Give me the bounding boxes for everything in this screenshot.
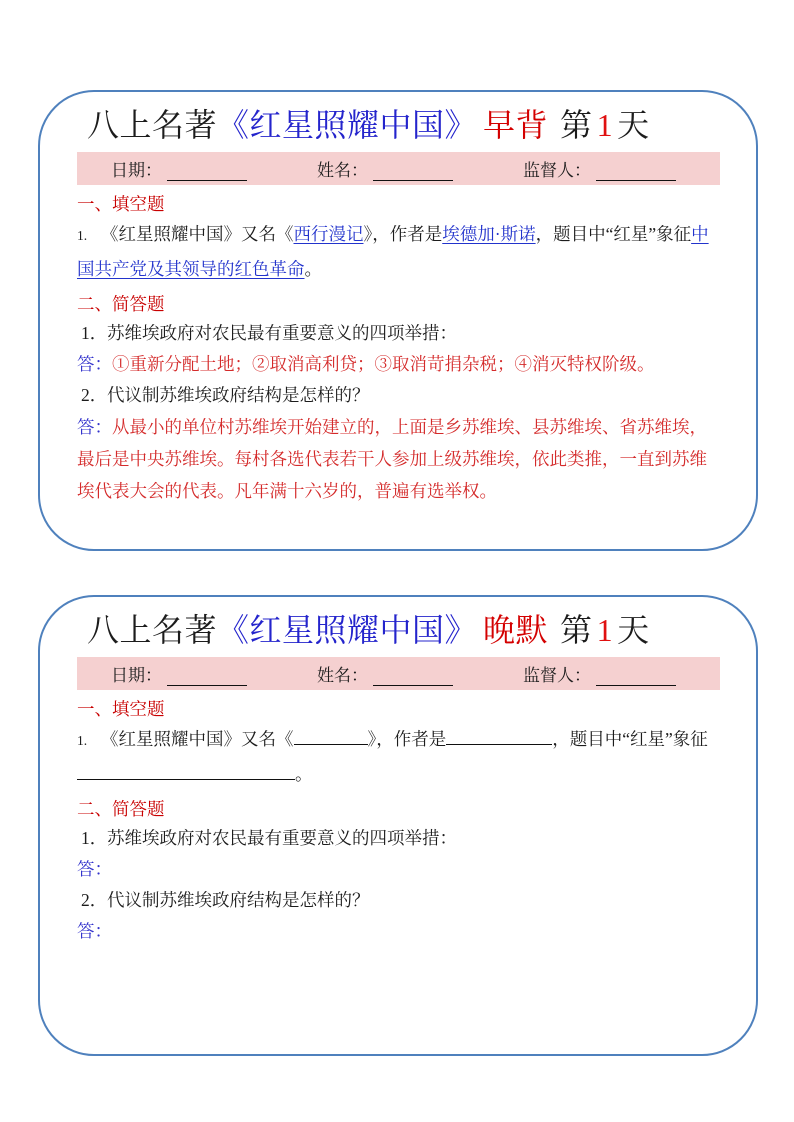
fill-question-1 (77, 723, 720, 790)
title-prefix: 八上名著 (87, 612, 218, 648)
fill-question-1 (77, 218, 720, 285)
date-label: 日期： (111, 666, 162, 685)
title-book-name: 《红星照耀中国》 (217, 107, 478, 143)
question-number: 1. (77, 733, 88, 748)
title-day-prefix: 第 (560, 107, 593, 143)
title-day-number: 1 (596, 612, 614, 648)
section-fill-in-blanks: 一、填空题 (77, 699, 165, 719)
question-number: 1． (81, 323, 108, 343)
date-field (111, 661, 247, 686)
blank-line-author (446, 730, 552, 745)
supervisor-label: 监督人： (523, 666, 591, 685)
question-text: 》，作者是 (367, 729, 447, 749)
supervisor-field (523, 661, 676, 686)
title-day-prefix: 第 (560, 612, 593, 648)
blank-line-book (294, 730, 368, 745)
answer-label: 答： (77, 921, 112, 941)
title-session: 晚默 (483, 612, 549, 648)
answer-fill-symbol: 中国共产党及其领导的红色革命 (77, 224, 709, 279)
title-prefix: 八上名著 (87, 107, 218, 143)
answer-label: 答： (77, 859, 112, 879)
question-number: 1． (81, 828, 108, 848)
question-text: 象征 (672, 729, 708, 749)
question-text: 代议制苏维埃政府结构是怎样的？ (107, 385, 370, 405)
date-label: 日期： (111, 161, 162, 180)
date-field (111, 156, 247, 181)
title-book-name: 《红星照耀中国》 (217, 612, 478, 648)
short-question-1 (77, 318, 720, 349)
title-day-number: 1 (596, 107, 614, 143)
answer-fill-author: 埃德加·斯诺 (442, 224, 536, 244)
question-text: 苏维埃政府对农民最有重要意义的四项举措： (107, 828, 457, 848)
supervisor-blank-line (596, 166, 676, 181)
short-answer-2 (77, 411, 720, 507)
question-text: 。 (304, 258, 322, 279)
short-answer-1 (77, 349, 720, 380)
question-number: 2． (81, 385, 108, 405)
supervisor-label: 监督人： (523, 161, 591, 180)
section-fill-in-blanks: 一、填空题 (77, 194, 165, 214)
title-session: 早背 (483, 107, 549, 143)
question-text: 》，作者是 (363, 224, 443, 244)
blank-line-symbol (77, 765, 295, 780)
worksheet-card-morning (38, 90, 758, 551)
worksheet-title (87, 609, 720, 651)
name-field (317, 156, 453, 181)
short-question-1 (77, 823, 720, 854)
name-field (317, 661, 453, 686)
info-band (77, 152, 720, 185)
question-text: ，题目中“红星” (535, 224, 657, 244)
answer-fill-book: 西行漫记 (293, 224, 364, 244)
name-blank-line (373, 166, 453, 181)
worksheet-title (87, 104, 720, 146)
supervisor-field (523, 156, 676, 181)
section-short-answer: 二、简答题 (77, 294, 165, 314)
question-text: 象征 (656, 224, 692, 244)
name-blank-line (373, 671, 453, 686)
name-label: 姓名： (317, 161, 368, 180)
title-day-suffix: 天 (617, 107, 650, 143)
name-label: 姓名： (317, 666, 368, 685)
question-text: 《红星照耀中国》又名《 (101, 224, 294, 244)
question-text: 代议制苏维埃政府结构是怎样的？ (107, 890, 370, 910)
answer-text: ①重新分配土地；②取消高利贷；③取消苛捐杂税；④消灭特权阶级。 (112, 354, 655, 374)
question-text: 苏维埃政府对农民最有重要意义的四项举措： (107, 323, 457, 343)
question-text: ，题目中“红星” (552, 729, 673, 749)
short-answer-1 (77, 854, 720, 885)
question-number: 1. (77, 228, 88, 243)
short-question-2 (77, 885, 720, 916)
title-day-suffix: 天 (617, 612, 650, 648)
info-band (77, 657, 720, 690)
question-number: 2． (81, 890, 108, 910)
question-text: 。 (295, 763, 313, 784)
section-short-answer: 二、简答题 (77, 799, 165, 819)
question-text: 《红星照耀中国》又名《 (101, 729, 294, 749)
answer-label: 答： (77, 354, 112, 374)
answer-text: 从最小的单位村苏维埃开始建立的，上面是乡苏维埃、县苏维埃、省苏维埃，最后是中央苏维埃。每村各选代表若干人参加上级苏维埃，依此类推，一直到苏维埃代表大会的代表。凡年满十六岁的，普遍有选举权。 (77, 417, 707, 501)
supervisor-blank-line (596, 671, 676, 686)
short-question-2 (77, 380, 720, 411)
answer-label: 答： (77, 417, 112, 437)
short-answer-2 (77, 916, 720, 947)
worksheet-card-evening (38, 595, 758, 1056)
date-blank-line (167, 671, 247, 686)
date-blank-line (167, 166, 247, 181)
